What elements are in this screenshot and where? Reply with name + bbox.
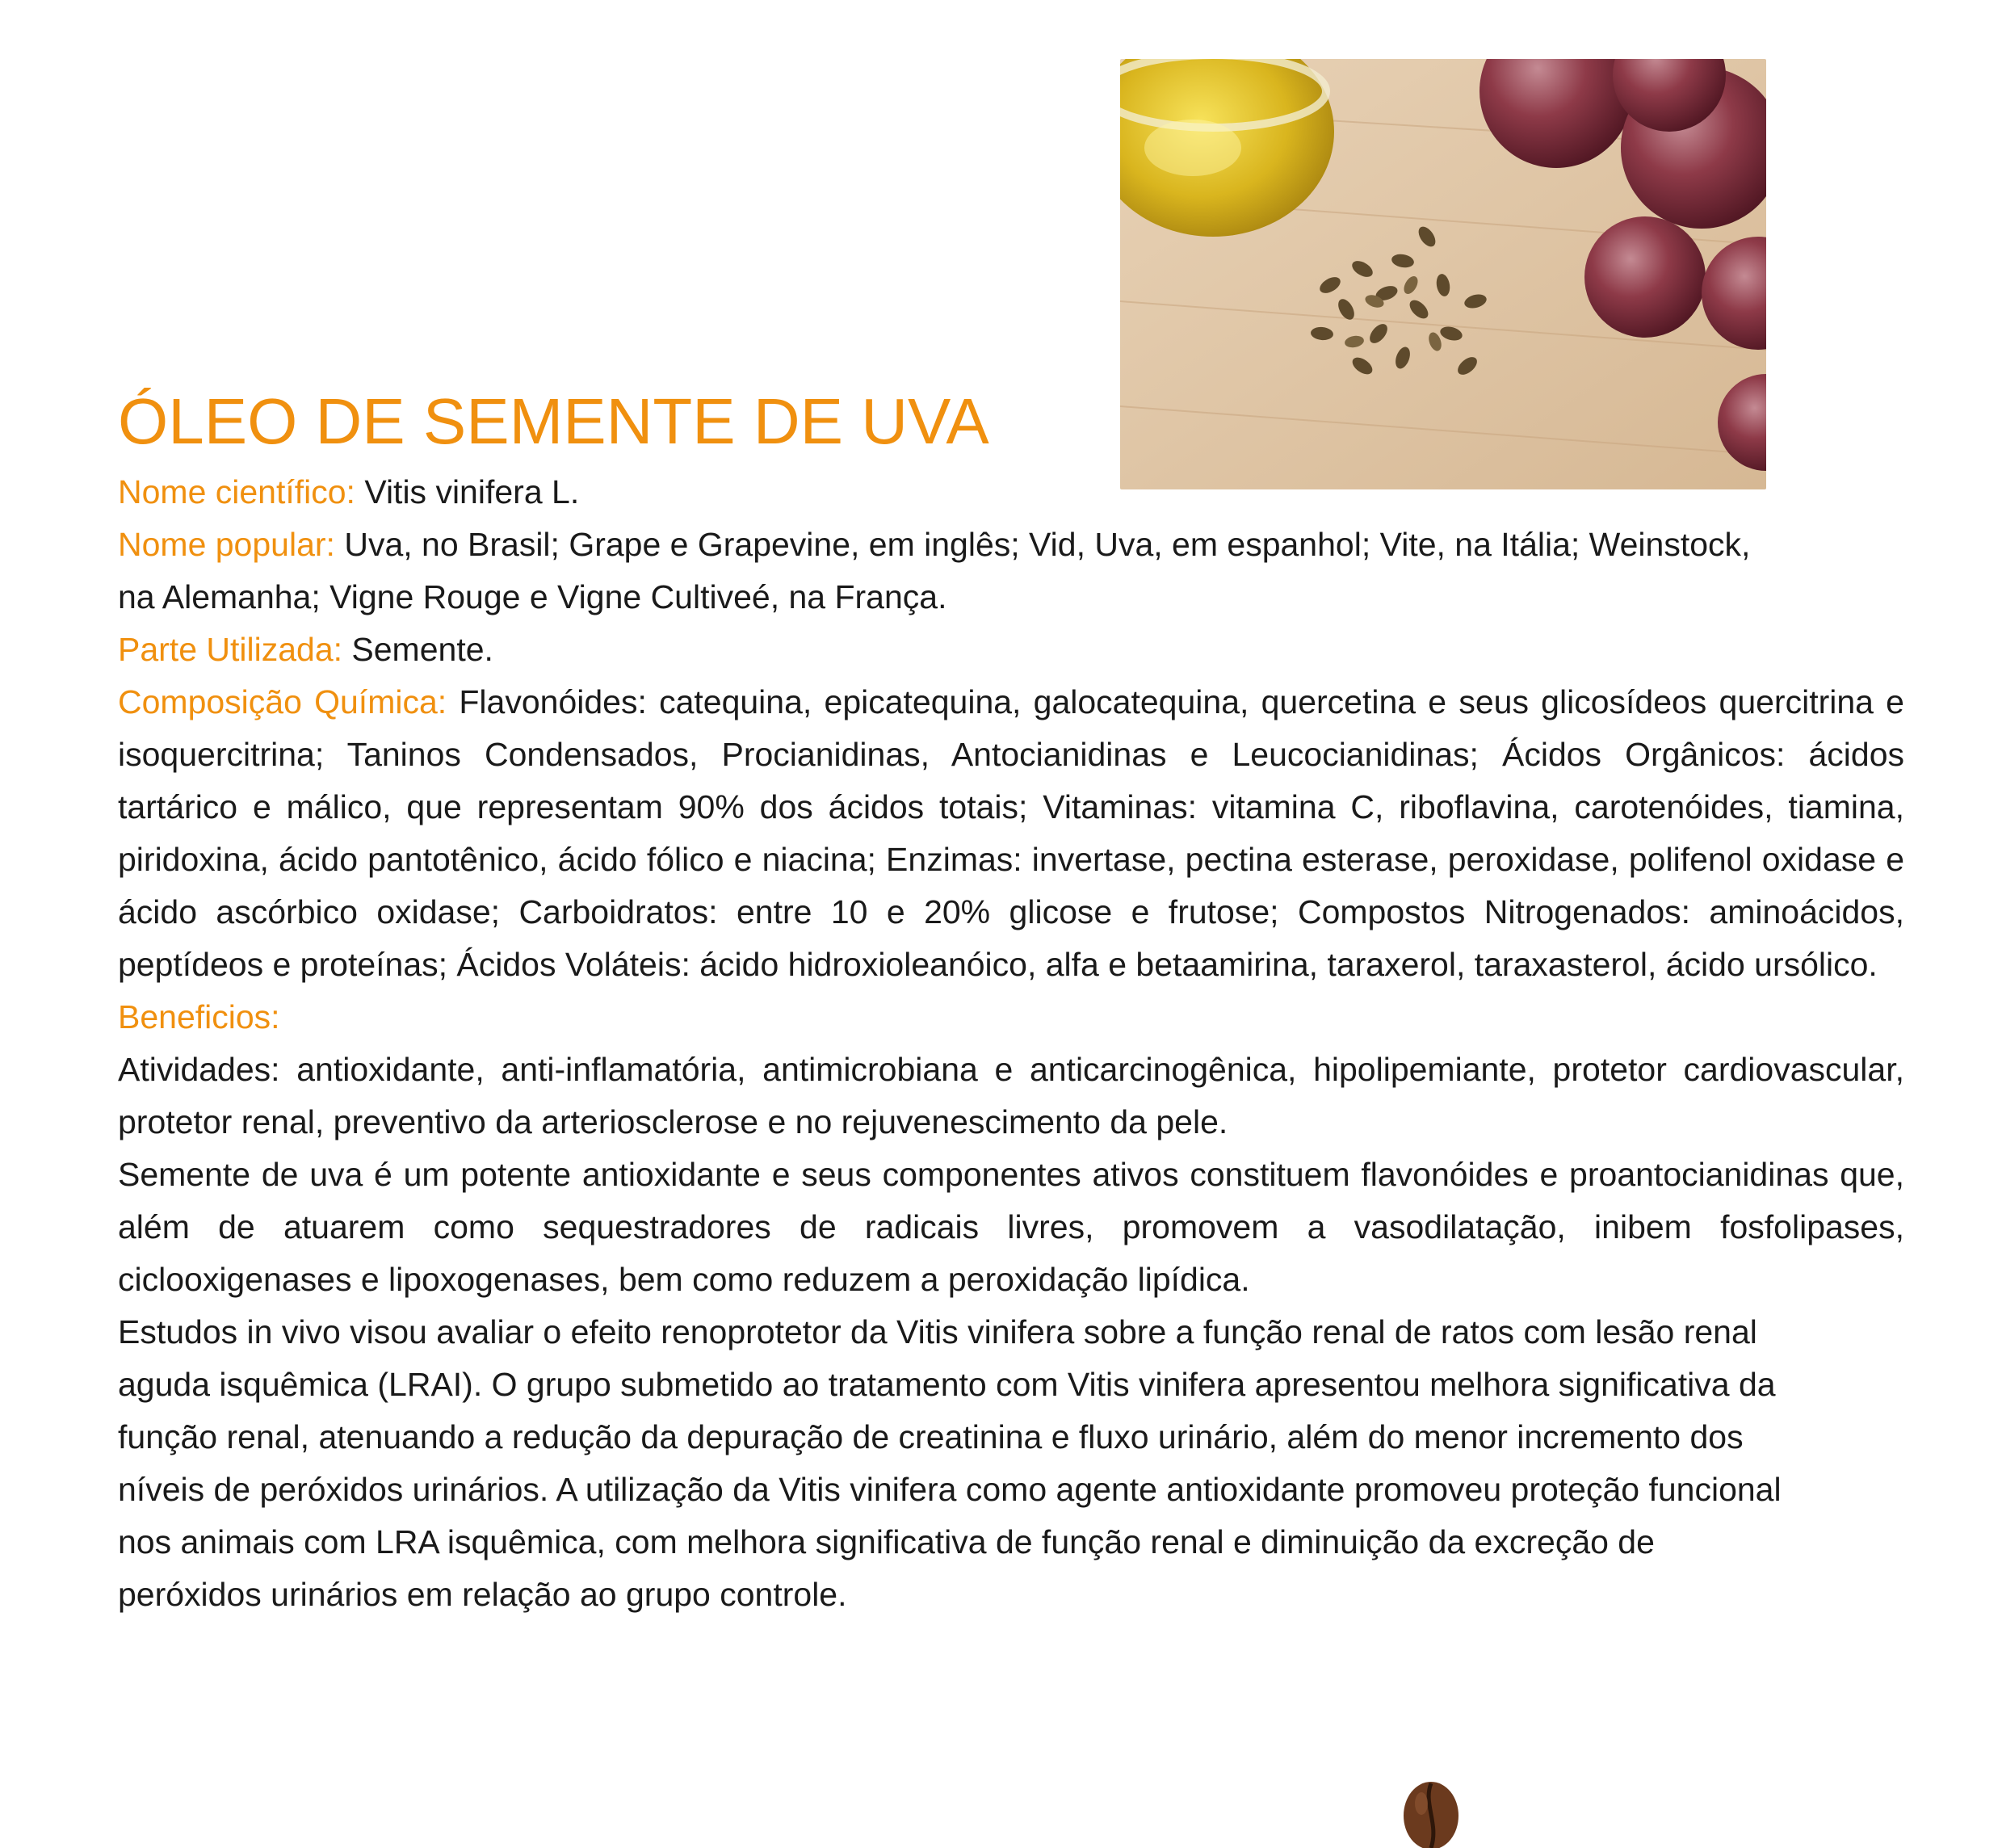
popular-name-line [118,519,1790,624]
scientific-name-value: Vitis vinifera L. [355,473,580,510]
part-used-value: Semente. [342,631,493,668]
activities-paragraph: Atividades: antioxidante, anti-inflamatória, antimicrobiana e anticarcinogênica, hipolipemiante, protetor cardiovascular, protetor renal, preventivo da arteriosclerose e no rejuvenescimento da pele. [118,1051,1904,1140]
popular-name-label: Nome popular: [118,526,335,563]
document-body [118,466,1904,1621]
studies-paragraph: Estudos in vivo visou avaliar o efeito renoprotetor da Vitis vinifera sobre a função renal de ratos com lesão renal aguda isquêmica (LRAI). O grupo submetido ao tratamento com Vitis vinifera apresentou melhora significativa da função renal, atenuando a redução da depuração de creatinina e fluxo urinário, além do menor incremento dos níveis de peróxidos urinários. A utilização da Vitis vinifera como agente antioxidante promoveu proteção funcional nos animais com LRA isquêmica, com melhora significativa de função renal e diminuição da excreção de peróxidos urinários em relação ao grupo controle. [118,1313,1782,1613]
composition-label: Composição Química: [118,683,447,720]
antioxidant-paragraph: Semente de uva é um potente antioxidante e seus componentes ativos constituem flavonóides e proantocianidinas que, além de atuarem como sequestradores de radicais livres, promovem a vasodilatação, inibem fosfolipases, ciclooxigenases e lipoxogenases, bem como reduzem a peroxidação lipídica. [118,1156,1904,1298]
part-used-label: Parte Utilizada: [118,631,343,668]
page-title: ÓLEO DE SEMENTE DE UVA [118,385,989,457]
composition-value: Flavonóides: catequina, epicatequina, galocatequina, quercetina e seus glicosídeos quercitrina e isoquercitrina; Taninos Condensados, Procianidinas, Antocianidinas e Leucocianidinas; Ácidos Orgânicos: ácidos tartárico e málico, que representam 90% dos ácidos totais; Vitaminas: vitamina C, riboflavina, carotenóides, tiamina, piridoxina, ácido pantotênico, ácido fólico e niacina; Enzimas: invertase, pectina esterase, peroxidase, polifenol oxidase e ácido ascórbico oxidase; Carboidratos: entre 10 e 20% glicose e frutose; Compostos Nitrogenados: aminoácidos, peptídeos e proteínas; Ácidos Voláteis: ácido hidroxioleanóico, alfa e betaamirina, taraxerol, taraxasterol, ácido ursólico. [118,683,1904,983]
grapeseed-oil-photo [1120,59,1766,489]
composition-paragraph [118,676,1904,991]
scientific-name-line [118,466,1790,519]
scientific-name-label: Nome científico: [118,473,355,510]
popular-name-value: Uva, no Brasil; Grape e Grapevine, em inglês; Vid, Uva, em espanhol; Vite, na Itália; Weinstock, na Alemanha; Vigne Rouge e Vigne Cultiveé, na França. [118,526,1751,615]
part-used-line [118,624,1904,676]
benefits-heading: Beneficios: [118,998,280,1035]
coffee-bean-icon [1391,1775,1471,1848]
